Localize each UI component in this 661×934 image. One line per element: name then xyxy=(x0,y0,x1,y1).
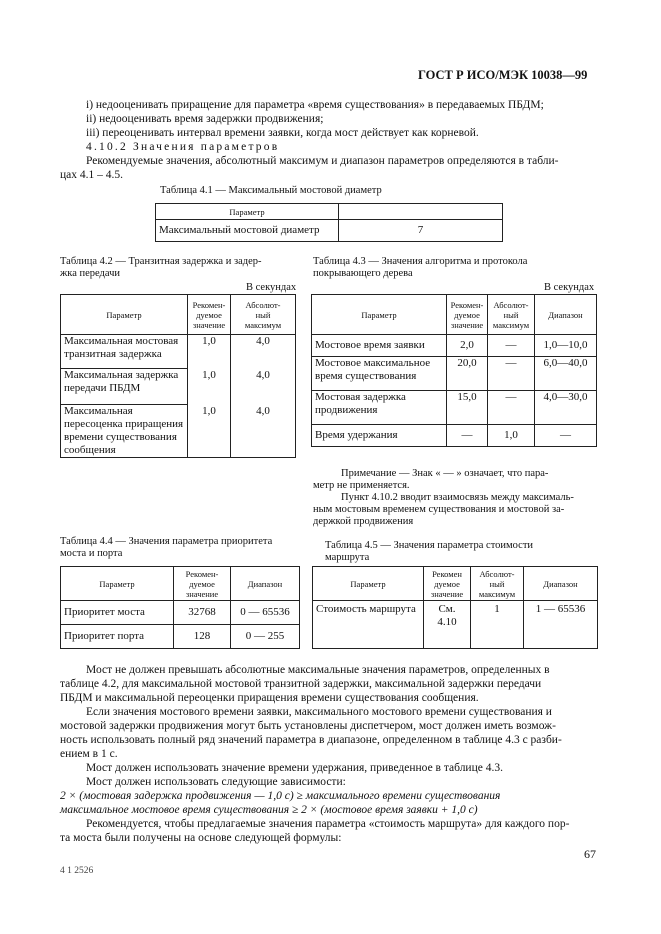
t43-row-param: Мостовое максимальное время существования xyxy=(312,357,447,391)
footer-code: 4 1 2526 xyxy=(60,866,94,876)
t45-caption-2: маршрута xyxy=(325,552,370,563)
body-line-3: ПБДМ и максимальной переоценки приращения времени существования сообщения. xyxy=(60,692,479,704)
t43-h-abs: Абсолют- ный максимум xyxy=(488,295,535,335)
t42-row-abs: 4,0 xyxy=(231,335,296,369)
item-ii: ii) недооценивать время задержки продвижения; xyxy=(86,113,324,125)
t42-row-abs: 4,0 xyxy=(231,405,296,458)
t44-h-rec: Рекомен- дуемое значение xyxy=(174,567,231,601)
t43-row-rec: — xyxy=(447,425,488,447)
page-number: 67 xyxy=(584,847,596,861)
t43-pt-2: ным мостовым временем существования и мостовой за- xyxy=(313,504,565,515)
body-line-11: та моста были получены на основе следующей формулы: xyxy=(60,832,342,844)
body-line-5: мостовой задержки продвижения могут быть установлены диспетчером, мост должен иметь возмож- xyxy=(60,720,556,732)
section-heading: 4.10.2 Значения параметров xyxy=(86,141,280,153)
t43-h-param: Параметр xyxy=(312,295,447,335)
t43-note-1: Примечание — Знак « — » означает, что пара- xyxy=(341,468,549,479)
t41-col-empty xyxy=(339,204,503,220)
body-line-9: Мост должен использовать следующие зависимости: xyxy=(86,776,346,788)
t43-row-range: 4,0—30,0 xyxy=(535,391,597,425)
t45-caption-1: Таблица 4.5 — Значения параметра стоимости xyxy=(325,540,534,551)
t43-h-rec: Рекомен- дуемое значение xyxy=(447,295,488,335)
t43-row-param: Время удержания xyxy=(312,425,447,447)
t41-col-param: Параметр xyxy=(156,204,339,220)
doc-header: ГОСТ Р ИСО/МЭК 10038—99 xyxy=(418,68,588,82)
t43-row-range: — xyxy=(535,425,597,447)
t43-row-range: 6,0—40,0 xyxy=(535,357,597,391)
t41-row-label: Максимальный мостовой диаметр xyxy=(156,220,339,242)
t43-row-rec: 15,0 xyxy=(447,391,488,425)
t45-row-abs: 1 xyxy=(471,601,524,649)
t42-caption-2: жка передачи xyxy=(60,268,121,279)
t44-h-param: Параметр xyxy=(61,567,174,601)
t42-row-rec: 1,0 xyxy=(188,405,231,458)
t43-row-abs: — xyxy=(488,357,535,391)
t43-pt-1: Пункт 4.10.2 вводит взаимосвязь между максималь- xyxy=(341,492,574,503)
t42-h-rec: Рекомен- дуемое значение xyxy=(188,295,231,335)
t43-caption-1: Таблица 4.3 — Значения алгоритма и протокола xyxy=(313,256,528,267)
body-line-2: таблице 4.2, для максимальной мостовой транзитной задержки, максимальной задержки передачи xyxy=(60,678,542,690)
rec-line-2: цах 4.1 – 4.5. xyxy=(60,169,124,181)
t45-row-rec: См. 4.10 xyxy=(424,601,471,649)
t44-caption-1: Таблица 4.4 — Значения параметра приоритета xyxy=(60,536,273,547)
table-4-3 xyxy=(311,294,597,447)
t44-row-range: 0 — 65536 xyxy=(231,601,300,625)
body-line-7: ением в 1 с. xyxy=(60,748,118,760)
t44-row-rec: 128 xyxy=(174,625,231,649)
t45-h-abs: Абсолют- ный максимум xyxy=(471,567,524,601)
item-i: i) недооценивать приращение для параметра «время существования» в передаваемых ПБДМ; xyxy=(86,99,544,111)
t43-note-2: метр не применяется. xyxy=(313,480,410,491)
t41-caption: Таблица 4.1 — Максимальный мостовой диаметр xyxy=(160,185,382,196)
t43-row-rec: 20,0 xyxy=(447,357,488,391)
table-4-4 xyxy=(60,566,300,649)
t43-row-rec: 2,0 xyxy=(447,335,488,357)
t43-row-range: 1,0—10,0 xyxy=(535,335,597,357)
t43-pt-3: держкой продвижения xyxy=(313,516,414,527)
t45-h-range: Диапазон xyxy=(524,567,598,601)
t44-caption-2: моста и порта xyxy=(60,548,123,559)
t42-row-rec: 1,0 xyxy=(188,335,231,369)
t44-h-range: Диапазон xyxy=(231,567,300,601)
body-line-8: Мост должен использовать значение времени удержания, приведенное в таблице 4.3. xyxy=(86,762,503,774)
formula-1: 2 × (мостовая задержка продвижения — 1,0 с) ≥ максимального времени существования xyxy=(60,790,501,802)
formula-2: максимальное мостовое время существования ≥ 2 × (мостовое время заявки + 1,0 с) xyxy=(60,804,478,816)
t44-row-rec: 32768 xyxy=(174,601,231,625)
t42-unit: В секундах xyxy=(246,282,297,293)
table-4-2 xyxy=(60,294,296,458)
t42-row-abs: 4,0 xyxy=(231,369,296,405)
t43-row-param: Мостовое время заявки xyxy=(312,335,447,357)
t42-h-abs: Абсолют- ный максимум xyxy=(231,295,296,335)
body-line-4: Если значения мостового времени заявки, максимального мостового времени существования и xyxy=(86,706,552,718)
t42-row-param: Максимальная задержка передачи ПБДМ xyxy=(61,369,188,405)
t43-caption-2: покрывающего дерева xyxy=(313,268,413,279)
rec-line-1: Рекомендуемые значения, абсолютный максимум и диапазон параметров определяются в табли- xyxy=(86,155,559,167)
t42-row-param: Максимальная мостовая транзитная задержка xyxy=(61,335,188,369)
t45-h-param: Параметр xyxy=(313,567,424,601)
t45-row-param: Стоимость маршрута xyxy=(313,601,424,649)
t41-row-value: 7 xyxy=(339,220,503,242)
body-line-1: Мост не должен превышать абсолютные максимальные значения параметров, определенных в xyxy=(86,664,550,676)
t43-row-abs: — xyxy=(488,391,535,425)
t43-h-range: Диапазон xyxy=(535,295,597,335)
t42-caption-1: Таблица 4.2 — Транзитная задержка и задер- xyxy=(60,256,262,267)
t43-row-abs: 1,0 xyxy=(488,425,535,447)
t45-row-range: 1 — 65536 xyxy=(524,601,598,649)
t45-h-rec: Рекомен дуемое значение xyxy=(424,567,471,601)
t42-row-rec: 1,0 xyxy=(188,369,231,405)
t42-row-param: Максимальная пересоценка приращения времени существования сообщения xyxy=(61,405,188,458)
body-line-10: Рекомендуется, чтобы предлагаемые значения параметра «стоимость маршрута» для каждого пор- xyxy=(86,818,570,830)
t42-h-param: Параметр xyxy=(61,295,188,335)
t44-row-param: Приоритет моста xyxy=(61,601,174,625)
body-line-6: ность использовать полный ряд значений параметра в диапазоне, определенном в таблице 4.3 с разби- xyxy=(60,734,562,746)
t43-row-abs: — xyxy=(488,335,535,357)
t44-row-range: 0 — 255 xyxy=(231,625,300,649)
t43-unit: В секундах xyxy=(544,282,595,293)
item-iii: iii) переоценивать интервал времени заявки, когда мост действует как корневой. xyxy=(86,127,479,139)
t44-row-param: Приоритет порта xyxy=(61,625,174,649)
table-4-1 xyxy=(155,203,503,242)
t43-row-param: Мостовая задержка продвижения xyxy=(312,391,447,425)
table-4-5 xyxy=(312,566,598,649)
